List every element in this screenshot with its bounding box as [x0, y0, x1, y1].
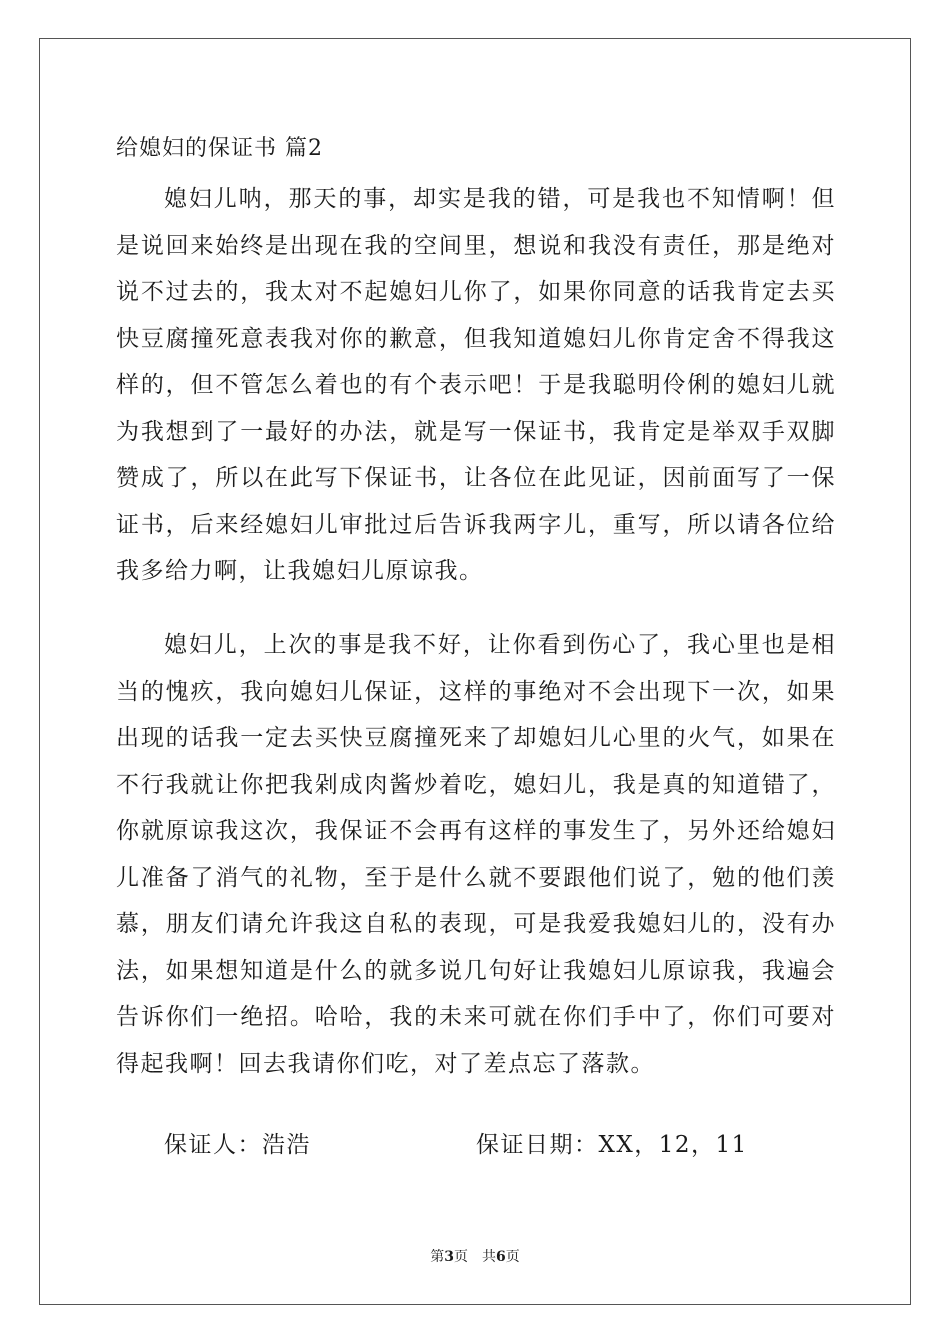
body-paragraph-2: 媳妇儿，上次的事是我不好，让你看到伤心了，我心里也是相当的愧疚，我向媳妇儿保证，这样的事绝对不会出现下一次，如果出现的话我一定去买快豆腐撞死来了却媳妇儿心里的火气，如果在不行我就让你把我剁成肉酱炒着吃，媳妇儿，我是真的知道错了，你就原谅我这次，我保证不会再有这样的事发生了，另外还给媳妇儿准备了消气的礼物，至于是什么就不要跟他们说了，勉的他们羡慕，朋友们请允许我这自私的表现，可是我爱我媳妇儿的，没有办法，如果想知道是什么的就多说几句好让我媳妇儿原谅我，我遍会告诉你们一绝招。哈哈，我的未来可就在你们手中了，你们可要对得起我啊！回去我请你们吃，对了差点忘了落款。	[116, 632, 836, 1077]
page-suffix: 页	[505, 1249, 520, 1265]
body-paragraph-1: 媳妇儿呐，那天的事，却实是我的错，可是我也不知情啊！但是说回来始终是出现在我的空间里，想说和我没有责任，那是绝对说不过去的，我太对不起媳妇儿你了，如果你同意的话我肯定去买快豆腐撞死意表我对你的歉意，但我知道媳妇儿你肯定舍不得我这样的，但不管怎么着也的有个表示吧！于是我聪明伶俐的媳妇儿就为我想到了一最好的办法，就是写一保证书，我肯定是举双手双脚赞成了，所以在此写下保证书，让各位在此见证，因前面写了一保证书，后来经媳妇儿审批过后告诉我两字儿，重写，所以请各位给我多给力啊，让我媳妇儿原谅我。	[116, 186, 836, 584]
signature-date: 保证日期：XX，12，11	[476, 1132, 748, 1158]
document-title: 给媳妇的保证书 篇2	[116, 136, 323, 161]
page-number-footer	[0, 1246, 950, 1268]
signer-line: 保证人：浩浩	[164, 1132, 311, 1158]
total-page-number: 6	[496, 1249, 506, 1265]
page-mid-text: 页 共	[454, 1249, 496, 1265]
current-page-number: 3	[444, 1249, 454, 1265]
page-prefix: 第	[430, 1249, 445, 1265]
